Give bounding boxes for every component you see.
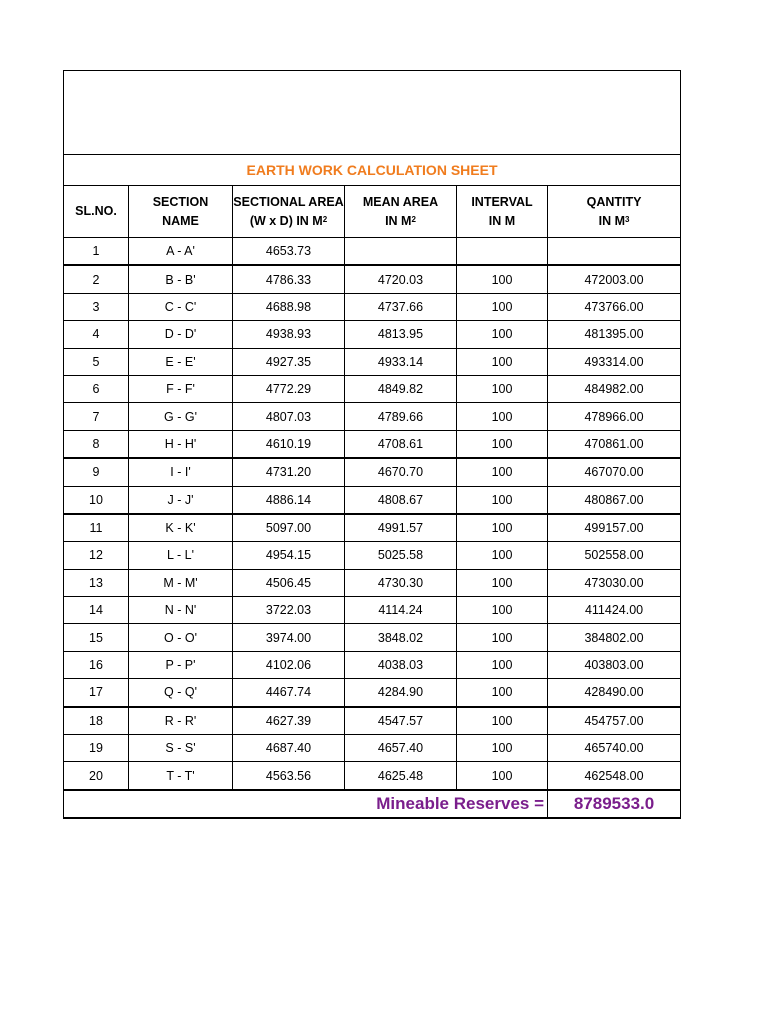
- table-row: [64, 430, 681, 458]
- cell-mean-area: 4038.03: [345, 651, 457, 678]
- cell-sectional-area: 4954.15: [233, 542, 345, 569]
- table-row: [64, 403, 681, 430]
- cell-mean-area: 4720.03: [345, 265, 457, 293]
- cell-mean-area: [345, 238, 457, 266]
- table-row: [64, 597, 681, 624]
- cell-mean-area: 4657.40: [345, 735, 457, 762]
- cell-quantity: 499157.00: [548, 514, 681, 542]
- table-row: [64, 375, 681, 402]
- cell-sectional-area: 4467.74: [233, 679, 345, 707]
- cell-sl-no: 16: [64, 651, 129, 678]
- cell-section-name: F - F': [129, 375, 233, 402]
- cell-mean-area: 4789.66: [345, 403, 457, 430]
- cell-sl-no: 19: [64, 735, 129, 762]
- cell-sl-no: 18: [64, 707, 129, 735]
- mineable-reserves-value: 8789533.0: [548, 790, 681, 818]
- cell-quantity: 502558.00: [548, 542, 681, 569]
- cell-interval: 100: [457, 375, 548, 402]
- cell-interval: 100: [457, 321, 548, 348]
- cell-mean-area: 4708.61: [345, 430, 457, 458]
- table-row: [64, 238, 681, 266]
- cell-section-name: C - C': [129, 293, 233, 320]
- cell-sectional-area: 4687.40: [233, 735, 345, 762]
- column-header-row: [64, 186, 681, 238]
- cell-section-name: A - A': [129, 238, 233, 266]
- cell-sectional-area: 4102.06: [233, 651, 345, 678]
- cell-quantity: 481395.00: [548, 321, 681, 348]
- table-row: [64, 651, 681, 678]
- cell-interval: 100: [457, 514, 548, 542]
- cell-mean-area: 5025.58: [345, 542, 457, 569]
- earthwork-sheet: [63, 70, 680, 819]
- cell-sl-no: 1: [64, 238, 129, 266]
- cell-interval: 100: [457, 486, 548, 514]
- cell-mean-area: 4670.70: [345, 458, 457, 486]
- table-row: [64, 486, 681, 514]
- cell-sectional-area: 3974.00: [233, 624, 345, 651]
- cell-quantity: 473766.00: [548, 293, 681, 320]
- cell-sectional-area: 5097.00: [233, 514, 345, 542]
- total-row: [64, 790, 681, 818]
- cell-interval: 100: [457, 679, 548, 707]
- cell-sectional-area: 4772.29: [233, 375, 345, 402]
- cell-quantity: 478966.00: [548, 403, 681, 430]
- cell-sl-no: 11: [64, 514, 129, 542]
- cell-section-name: H - H': [129, 430, 233, 458]
- cell-sl-no: 7: [64, 403, 129, 430]
- cell-sl-no: 14: [64, 597, 129, 624]
- cell-section-name: G - G': [129, 403, 233, 430]
- cell-sl-no: 13: [64, 569, 129, 596]
- cell-sectional-area: 4653.73: [233, 238, 345, 266]
- cell-mean-area: 4114.24: [345, 597, 457, 624]
- table-row: [64, 707, 681, 735]
- cell-sectional-area: 4938.93: [233, 321, 345, 348]
- cell-mean-area: 4813.95: [345, 321, 457, 348]
- cell-sl-no: 2: [64, 265, 129, 293]
- header-section-name: SECTION NAME: [129, 186, 233, 238]
- cell-mean-area: 4284.90: [345, 679, 457, 707]
- cell-sectional-area: 4563.56: [233, 762, 345, 790]
- cell-sl-no: 4: [64, 321, 129, 348]
- table-row: [64, 293, 681, 320]
- cell-mean-area: 4933.14: [345, 348, 457, 375]
- cell-interval: 100: [457, 403, 548, 430]
- cell-interval: 100: [457, 651, 548, 678]
- cell-sectional-area: 4807.03: [233, 403, 345, 430]
- cell-sectional-area: 4927.35: [233, 348, 345, 375]
- cell-quantity: 484982.00: [548, 375, 681, 402]
- cell-sectional-area: 4610.19: [233, 430, 345, 458]
- cell-mean-area: 3848.02: [345, 624, 457, 651]
- cell-section-name: J - J': [129, 486, 233, 514]
- cell-sectional-area: 3722.03: [233, 597, 345, 624]
- title-row: [64, 155, 681, 186]
- table-row: [64, 679, 681, 707]
- blank-header-cell: [64, 71, 681, 155]
- cell-interval: 100: [457, 430, 548, 458]
- table-row: [64, 569, 681, 596]
- cell-mean-area: 4737.66: [345, 293, 457, 320]
- header-mean-area: MEAN AREA IN $M^2$: [345, 186, 457, 238]
- cell-sl-no: 10: [64, 486, 129, 514]
- cell-quantity: 473030.00: [548, 569, 681, 596]
- cell-section-name: R - R': [129, 707, 233, 735]
- cell-section-name: O - O': [129, 624, 233, 651]
- cell-mean-area: 4849.82: [345, 375, 457, 402]
- cell-sectional-area: 4886.14: [233, 486, 345, 514]
- table-row: [64, 348, 681, 375]
- cell-quantity: [548, 238, 681, 266]
- cell-quantity: 454757.00: [548, 707, 681, 735]
- cell-interval: 100: [457, 762, 548, 790]
- cell-mean-area: 4625.48: [345, 762, 457, 790]
- cell-section-name: T - T': [129, 762, 233, 790]
- table-row: [64, 735, 681, 762]
- cell-sectional-area: 4731.20: [233, 458, 345, 486]
- table-row: [64, 514, 681, 542]
- cell-sectional-area: 4506.45: [233, 569, 345, 596]
- cell-sl-no: 9: [64, 458, 129, 486]
- cell-sl-no: 12: [64, 542, 129, 569]
- cell-interval: 100: [457, 458, 548, 486]
- cell-interval: 100: [457, 735, 548, 762]
- cell-sl-no: 15: [64, 624, 129, 651]
- cell-quantity: 467070.00: [548, 458, 681, 486]
- cell-quantity: 428490.00: [548, 679, 681, 707]
- cell-mean-area: 4730.30: [345, 569, 457, 596]
- calculation-table: [63, 70, 681, 819]
- sheet-title: EARTH WORK CALCULATION SHEET: [64, 155, 681, 186]
- table-row: [64, 321, 681, 348]
- table-row: [64, 762, 681, 790]
- table-row: [64, 542, 681, 569]
- cell-mean-area: 4991.57: [345, 514, 457, 542]
- cell-interval: 100: [457, 597, 548, 624]
- cell-section-name: Q - Q': [129, 679, 233, 707]
- table-row: [64, 624, 681, 651]
- cell-quantity: 472003.00: [548, 265, 681, 293]
- header-quantity: QANTITY IN $M^3$: [548, 186, 681, 238]
- cell-interval: [457, 238, 548, 266]
- cell-mean-area: 4547.57: [345, 707, 457, 735]
- cell-section-name: L - L': [129, 542, 233, 569]
- cell-quantity: 470861.00: [548, 430, 681, 458]
- cell-sl-no: 8: [64, 430, 129, 458]
- mineable-reserves-label: Mineable Reserves =: [64, 790, 548, 818]
- cell-quantity: 465740.00: [548, 735, 681, 762]
- header-interval: INTERVAL IN M: [457, 186, 548, 238]
- cell-quantity: 462548.00: [548, 762, 681, 790]
- cell-sl-no: 20: [64, 762, 129, 790]
- cell-sl-no: 5: [64, 348, 129, 375]
- cell-section-name: S - S': [129, 735, 233, 762]
- cell-mean-area: 4808.67: [345, 486, 457, 514]
- cell-section-name: P - P': [129, 651, 233, 678]
- cell-quantity: 493314.00: [548, 348, 681, 375]
- cell-section-name: N - N': [129, 597, 233, 624]
- cell-interval: 100: [457, 707, 548, 735]
- cell-sectional-area: 4786.33: [233, 265, 345, 293]
- table-row: [64, 458, 681, 486]
- cell-sl-no: 3: [64, 293, 129, 320]
- cell-interval: 100: [457, 624, 548, 651]
- cell-section-name: B - B': [129, 265, 233, 293]
- cell-quantity: 384802.00: [548, 624, 681, 651]
- cell-quantity: 403803.00: [548, 651, 681, 678]
- cell-interval: 100: [457, 348, 548, 375]
- cell-quantity: 411424.00: [548, 597, 681, 624]
- cell-sectional-area: 4627.39: [233, 707, 345, 735]
- cell-interval: 100: [457, 293, 548, 320]
- cell-section-name: I - I': [129, 458, 233, 486]
- header-sectional-area: SECTIONAL AREA (W x D) IN $M^2$: [233, 186, 345, 238]
- cell-sl-no: 17: [64, 679, 129, 707]
- cell-interval: 100: [457, 265, 548, 293]
- cell-section-name: M - M': [129, 569, 233, 596]
- cell-sl-no: 6: [64, 375, 129, 402]
- cell-section-name: D - D': [129, 321, 233, 348]
- cell-interval: 100: [457, 569, 548, 596]
- blank-header-row: [64, 71, 681, 155]
- table-row: [64, 265, 681, 293]
- cell-sectional-area: 4688.98: [233, 293, 345, 320]
- header-sl-no: SL.NO.: [64, 186, 129, 238]
- cell-quantity: 480867.00: [548, 486, 681, 514]
- cell-section-name: E - E': [129, 348, 233, 375]
- cell-section-name: K - K': [129, 514, 233, 542]
- cell-interval: 100: [457, 542, 548, 569]
